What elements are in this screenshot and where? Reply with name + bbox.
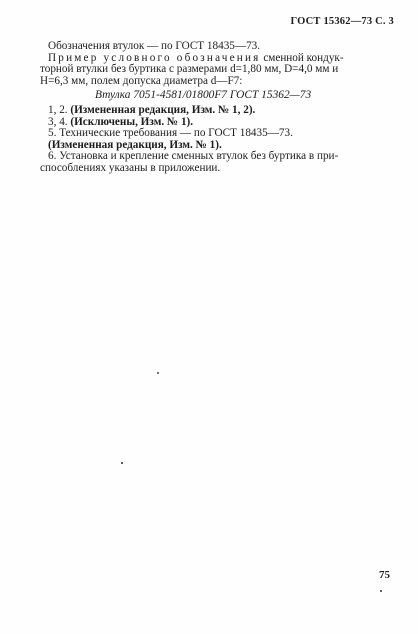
scan-speck <box>380 590 382 592</box>
page-number: 75 <box>379 569 390 581</box>
example-line-3: H=6,3 мм, полем допуска диаметра d—F7: <box>40 74 243 87</box>
bushing-designation-line: Обозначения втулок — по ГОСТ 18435—73. <box>48 40 261 52</box>
example-line-2: торной втулки без буртика с размерами d=1,80 мм, D=4,0 мм и <box>40 63 339 76</box>
page-header: ГОСТ 15362—73 С. 3 <box>290 16 394 27</box>
item-3-4-number: 3, 4. <box>48 115 71 128</box>
bushing-designation-example: Втулка 7051-4581/01800F7 ГОСТ 15362—73 <box>95 89 312 102</box>
item-1-2-note: (Измененная редакция, Изм. № 1, 2). <box>70 103 256 116</box>
item-6-line-1: 6. Установка и крепление сменных втулок без буртика в при- <box>48 150 339 163</box>
item-1-2-number: 1, 2. <box>48 103 71 116</box>
example-lead: Пример условного обозначения <box>48 51 261 64</box>
item-5: 5. Технические требования — по ГОСТ 18435—73. <box>48 127 293 140</box>
item-5-note: (Измененная редакция, Изм. № 1). <box>48 138 222 151</box>
scan-speck <box>157 372 159 374</box>
scan-speck <box>121 462 123 464</box>
item-6-line-2: способлениях указаны в приложении. <box>40 161 221 174</box>
document-body <box>40 41 398 175</box>
example-line-1-tail: сменной кондук- <box>260 51 344 64</box>
item-3-4-note: (Исключены, Изм. № 1). <box>70 115 194 128</box>
